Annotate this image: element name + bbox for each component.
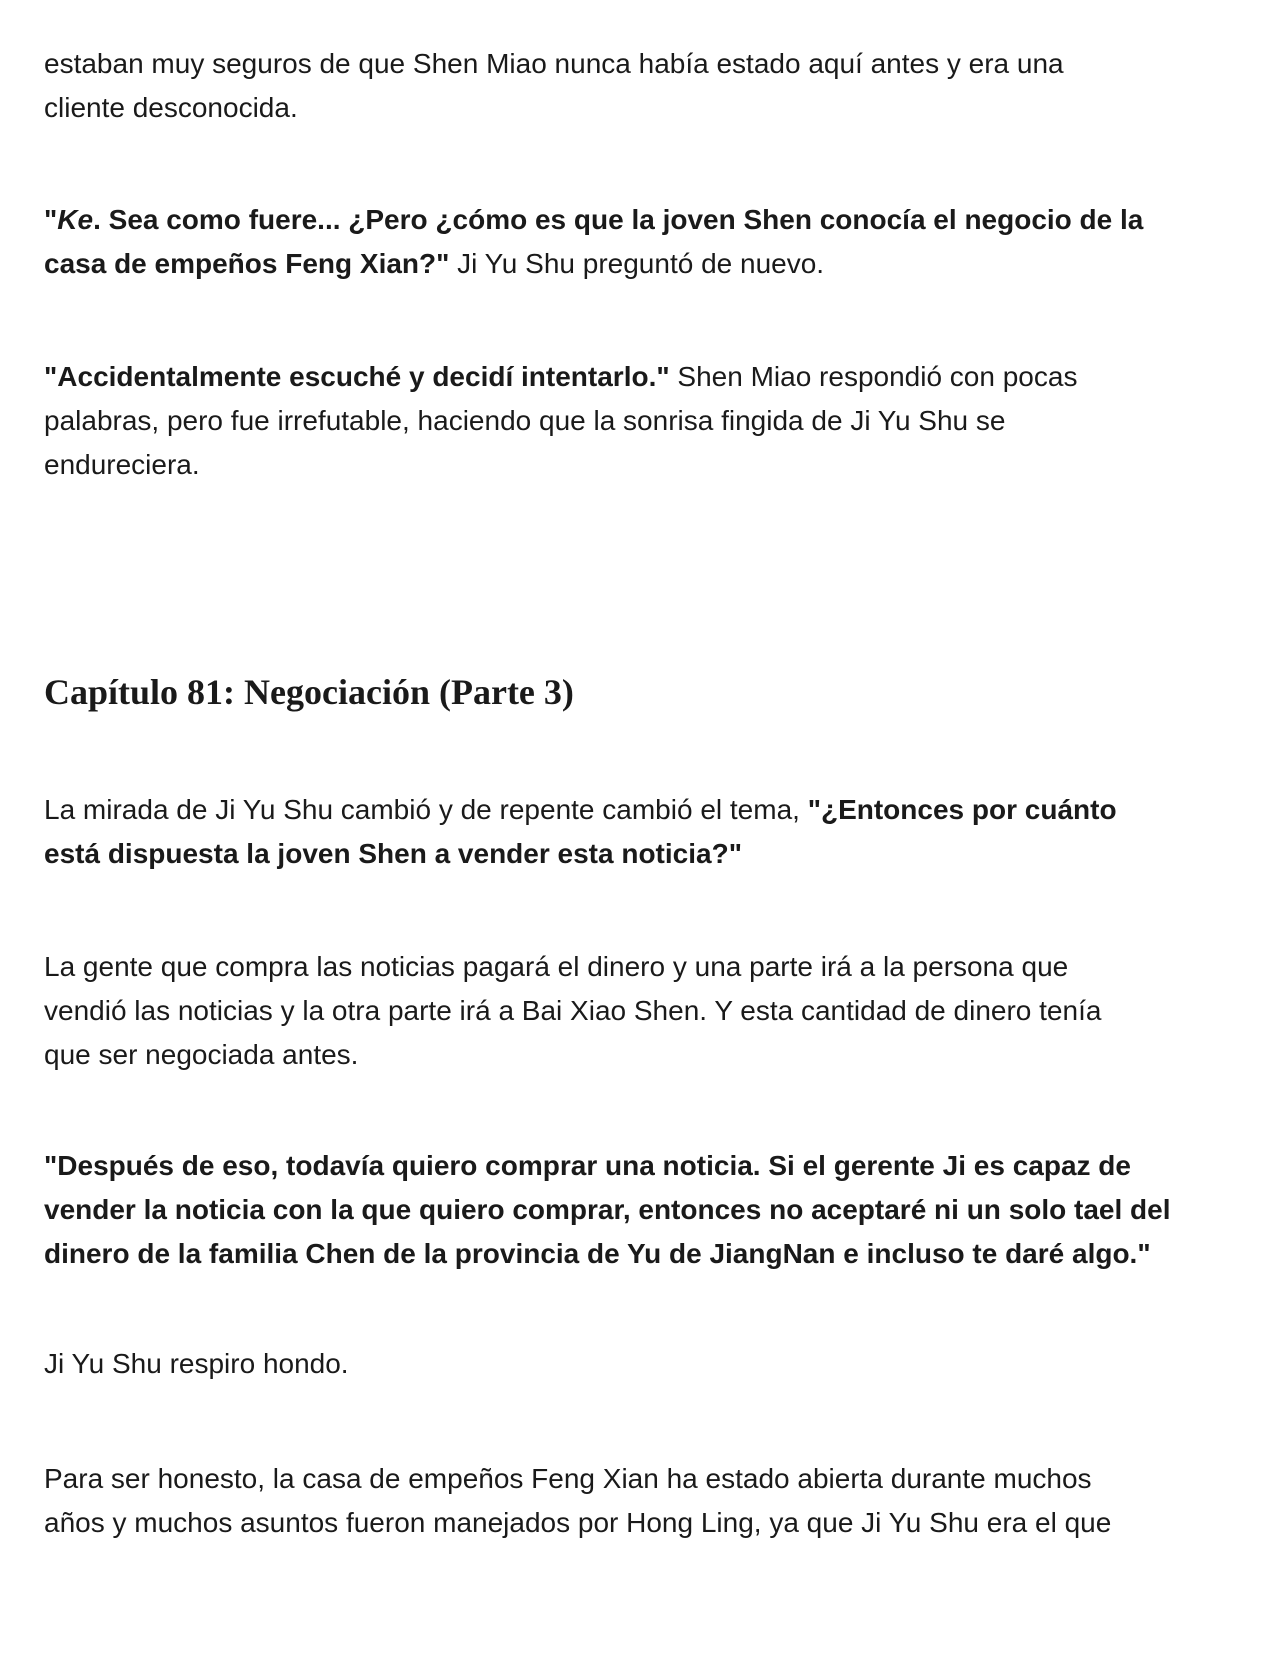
paragraph-4-normal-1: La mirada de Ji Yu Shu cambió y de repente cambió el tema, <box>44 794 808 825</box>
paragraph-8 <box>44 1457 1234 1545</box>
paragraph-7-line-1: Ji Yu Shu respiro hondo. <box>44 1348 349 1379</box>
chapter-title: Capítulo 81: Negociación (Parte 3) <box>44 672 574 712</box>
paragraph-8-line-2: años y muchos asuntos fueron manejados por Hong Ling, ya que Ji Yu Shu era el que <box>44 1507 1112 1538</box>
paragraph-5-line-3: que ser negociada antes. <box>44 1039 359 1070</box>
paragraph-6-line-2: vender la noticia con la que quiero comprar, entonces no aceptaré ni un solo tael del <box>44 1194 1171 1225</box>
paragraph-2-ke: Ke <box>57 204 94 235</box>
paragraph-1-line-1: estaban muy seguros de que Shen Miao nunca había estado aquí antes y era una <box>44 48 1064 79</box>
paragraph-7 <box>44 1342 1234 1386</box>
paragraph-5-line-1: La gente que compra las noticias pagará el dinero y una parte irá a la persona que <box>44 951 1069 982</box>
paragraph-4-bold-2: está dispuesta la joven Shen a vender esta noticia?" <box>44 838 742 869</box>
paragraph-6-line-1: "Después de eso, todavía quiero comprar una noticia. Si el gerente Ji es capaz de <box>44 1150 1131 1181</box>
paragraph-3-normal-1: Shen Miao respondió con pocas <box>669 361 1078 392</box>
paragraph-6 <box>44 1144 1234 1276</box>
paragraph-5-line-2: vendió las noticias y la otra parte irá a Bai Xiao Shen. Y esta cantidad de dinero tenía <box>44 995 1102 1026</box>
paragraph-2-normal-2: Ji Yu Shu preguntó de nuevo. <box>449 248 825 279</box>
paragraph-2-bold-2: casa de empeños Feng Xian?" <box>44 248 450 279</box>
paragraph-3 <box>44 355 1234 487</box>
paragraph-2 <box>44 198 1234 286</box>
paragraph-2-quote-open: " <box>44 204 58 235</box>
paragraph-4 <box>44 788 1234 876</box>
paragraph-1 <box>44 42 1234 130</box>
paragraph-6-line-3: dinero de la familia Chen de la provincia de Yu de JiangNan e incluso te daré algo." <box>44 1238 1151 1269</box>
paragraph-3-line-3: endureciera. <box>44 449 200 480</box>
paragraph-8-line-1: Para ser honesto, la casa de empeños Feng Xian ha estado abierta durante muchos <box>44 1463 1092 1494</box>
paragraph-1-line-2: cliente desconocida. <box>44 92 298 123</box>
paragraph-3-line-2: palabras, pero fue irrefutable, haciendo que la sonrisa fingida de Ji Yu Shu se <box>44 405 1006 436</box>
paragraph-4-bold-1: "¿Entonces por cuánto <box>807 794 1117 825</box>
paragraph-2-bold-1: . Sea como fuere... ¿Pero ¿cómo es que la joven Shen conocía el negocio de la <box>93 204 1144 235</box>
paragraph-5 <box>44 945 1234 1077</box>
paragraph-3-bold-1: "Accidentalmente escuché y decidí intentarlo." <box>44 361 670 392</box>
